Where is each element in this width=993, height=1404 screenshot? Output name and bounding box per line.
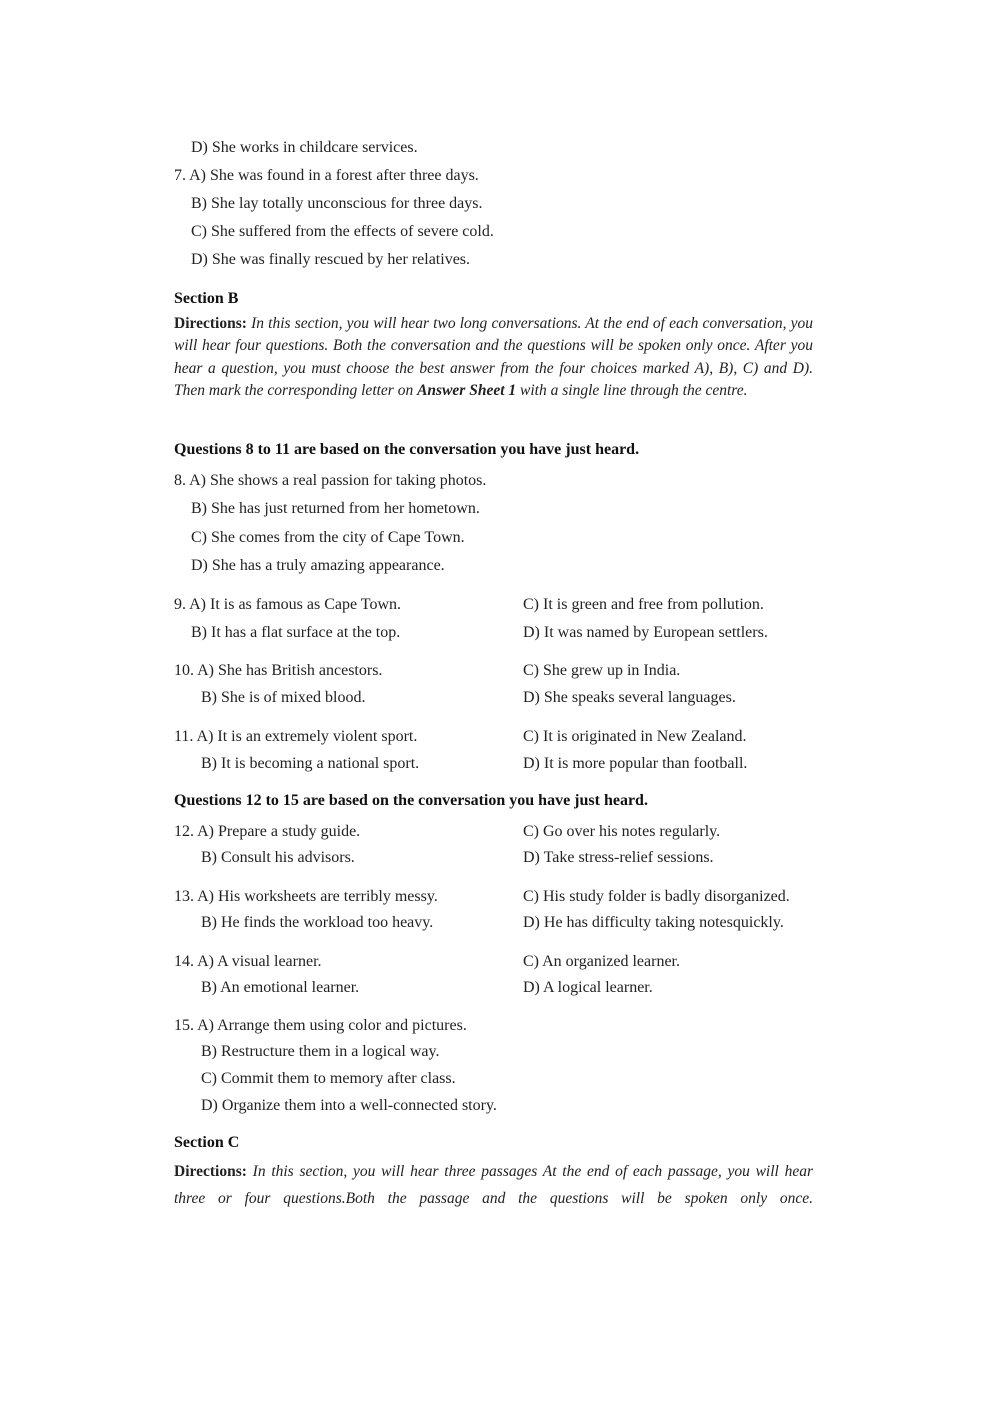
- q8-option-c: C) She comes from the city of Cape Town.: [191, 529, 465, 546]
- q15-option-a: 15. A) Arrange them using color and pictures.: [174, 1017, 467, 1034]
- group-1-heading: Questions 8 to 11 are based on the conversation you have just heard.: [174, 441, 640, 458]
- q14-option-d: D) A logical learner.: [523, 979, 653, 996]
- q11-option-b: B) It is becoming a national sport.: [201, 755, 420, 772]
- q13-option-b: B) He finds the workload too heavy.: [201, 914, 434, 931]
- q7-option-d: D) She was finally rescued by her relatives.: [191, 251, 471, 268]
- directions-text: In this section, you will hear two long conversations. At the end of each conversation, you will hear four questions. Both the conversation and the questions will be spoken only once. After you hear a question, you must choose the best answer from the four choices marked A), B), C) and D). Then mark the corresponding letter on: [174, 315, 813, 400]
- directions-text: In this section, you will hear three passages At the end of each passage, you will hear three or four questions.Both the passage and the questions will be spoken only once.: [174, 1163, 813, 1207]
- q8-option-a: 8. A) She shows a real passion for taking photos.: [174, 472, 487, 489]
- section-c-directions: [174, 1158, 813, 1212]
- q10-option-a: 10. A) She has British ancestors.: [174, 662, 383, 679]
- q12-option-c: C) Go over his notes regularly.: [523, 823, 721, 840]
- q9-option-a: 9. A) It is as famous as Cape Town.: [174, 596, 401, 613]
- q8-option-b: B) She has just returned from her hometown.: [191, 500, 480, 517]
- q6-option-d: D) She works in childcare services.: [191, 139, 418, 156]
- q11-option-c: C) It is originated in New Zealand.: [523, 728, 747, 745]
- q10-option-b: B) She is of mixed blood.: [201, 689, 366, 706]
- q13-option-a: 13. A) His worksheets are terribly messy.: [174, 888, 438, 905]
- q12-option-b: B) Consult his advisors.: [201, 849, 355, 866]
- q13-option-c: C) His study folder is badly disorganized.: [523, 888, 790, 905]
- q15-option-d: D) Organize them into a well-connected story.: [201, 1097, 497, 1114]
- q8-option-d: D) She has a truly amazing appearance.: [191, 557, 445, 574]
- q7-option-b: B) She lay totally unconscious for three days.: [191, 195, 483, 212]
- answer-sheet-ref: Answer Sheet 1: [417, 382, 517, 400]
- q9-option-d: D) It was named by European settlers.: [523, 624, 768, 641]
- section-b-directions: [174, 313, 813, 403]
- q12-option-d: D) Take stress-relief sessions.: [523, 849, 714, 866]
- q14-option-a: 14. A) A visual learner.: [174, 953, 322, 970]
- q9-option-c: C) It is green and free from pollution.: [523, 596, 764, 613]
- section-c-title: Section C: [174, 1134, 240, 1151]
- section-b-title: Section B: [174, 290, 239, 307]
- q15-option-c: C) Commit them to memory after class.: [201, 1070, 456, 1087]
- q11-option-a: 11. A) It is an extremely violent sport.: [174, 728, 418, 745]
- directions-label: Directions:: [174, 315, 247, 332]
- q15-option-b: B) Restructure them in a logical way.: [201, 1043, 440, 1060]
- q7-option-c: C) She suffered from the effects of severe cold.: [191, 223, 494, 240]
- q9-option-b: B) It has a flat surface at the top.: [191, 624, 401, 641]
- q7-option-a: 7. A) She was found in a forest after three days.: [174, 167, 479, 184]
- group-2-heading: Questions 12 to 15 are based on the conversation you have just heard.: [174, 792, 648, 809]
- directions-label: Directions:: [174, 1163, 247, 1180]
- q14-option-b: B) An emotional learner.: [201, 979, 360, 996]
- q12-option-a: 12. A) Prepare a study guide.: [174, 823, 361, 840]
- q11-option-d: D) It is more popular than football.: [523, 755, 748, 772]
- q10-option-d: D) She speaks several languages.: [523, 689, 736, 706]
- directions-text-end: with a single line through the centre.: [520, 382, 748, 400]
- q10-option-c: C) She grew up in India.: [523, 662, 681, 679]
- q13-option-d: D) He has difficulty taking notesquickly.: [523, 914, 784, 931]
- q14-option-c: C) An organized learner.: [523, 953, 680, 970]
